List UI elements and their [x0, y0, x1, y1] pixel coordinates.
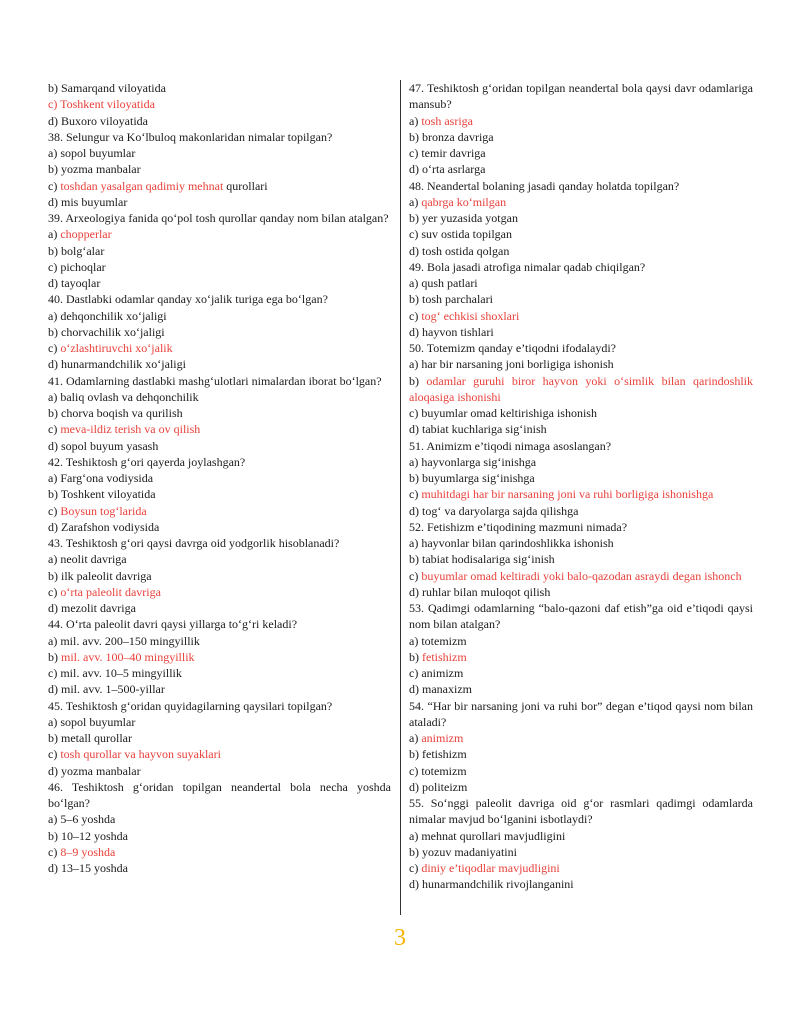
answer-option: d) Zarafshon vodiysida — [48, 519, 160, 534]
answer-option: d) tog‘ va daryolarga sajda qilishga — [409, 503, 579, 518]
answer-option: d) tosh ostida qolgan — [409, 243, 510, 258]
answer-option-correct — [48, 746, 391, 762]
answer-option: d) mezolit davriga — [48, 601, 136, 615]
answer-option: a) baliq ovlash va dehqonchilik — [48, 389, 199, 404]
page-number: 3 — [394, 925, 406, 951]
answer-option: d) sopol buyum yasash — [48, 438, 159, 453]
correct-answer-text: tosh qurollar va hayvon suyaklari — [60, 747, 221, 762]
answer-option: b) yozma manbalar — [48, 162, 141, 177]
answer-option: c) pichoqlar — [48, 259, 106, 274]
answer-option: d) o‘rta asrlarga — [409, 162, 486, 177]
answer-option: a) har bir narsaning joni borligiga ishonish — [409, 357, 614, 372]
right-column — [409, 80, 753, 893]
answer-option-correct — [409, 194, 753, 210]
option-letter: c) — [48, 341, 61, 355]
correct-answer-text: tog‘ echkisi shoxlari — [421, 308, 520, 323]
option-letter: c) — [409, 308, 422, 323]
answer-option: d) hunarmandchilik xo‘jaligi — [48, 357, 186, 372]
answer-option: a) sopol buyumlar — [48, 714, 136, 729]
question-text: 47. Teshiktosh g‘oridan topilgan neandertal bola qaysi davr odamlariga mansub? — [409, 81, 753, 112]
answer-option: b) bolg‘alar — [48, 243, 105, 258]
answer-option: a) mil. avv. 200–150 mingyillik — [48, 633, 200, 648]
answer-option: c) temir davriga — [409, 146, 486, 160]
answer-option: d) mis buyumlar — [48, 194, 128, 209]
correct-answer-text: muhitdagi har bir narsaning joni va ruhi borligiga ishonishga — [421, 487, 714, 502]
answer-option: d) Buxoro viloyatida — [48, 113, 148, 128]
option-letter: c) — [409, 568, 422, 583]
correct-answer-text: diniy e’tiqodlar mavjudligini — [421, 861, 560, 875]
answer-option: b) buyumlarga sig‘inishga — [409, 471, 535, 485]
option-letter: c) — [48, 422, 61, 437]
question-text: 53. Qadimgi odamlarning “balo-qazoni daf etish”ga oid e’tiqodi qaysi nom bilan atalgan? — [409, 601, 753, 632]
answer-option: b) bronza davriga — [409, 129, 494, 144]
answer-option-correct — [48, 649, 391, 665]
answer-option: b) 10–12 yoshda — [48, 828, 128, 843]
option-letter: a) — [409, 113, 422, 128]
answer-option: a) totemizm — [409, 633, 467, 648]
answer-option: a) mehnat qurollari mavjudligini — [409, 828, 566, 843]
answer-option: d) tayoqlar — [48, 276, 101, 290]
option-letter: c) — [48, 747, 61, 762]
option-letter: a) — [409, 731, 422, 745]
question-text: 38. Selungur va Ko‘lbuloq makonlaridan nimalar topilgan? — [48, 129, 333, 144]
option-letter: c) — [409, 861, 422, 875]
answer-option-correct: c) Toshkent viloyatida — [48, 97, 155, 112]
correct-answer-text: toshdan yasalgan qadimiy mehnat — [60, 178, 224, 193]
question-text: 55. So‘nggi paleolit davriga oid g‘or rasmlari qadimgi odamlarda nimalar mavjud bo‘lganini isbotlaydi? — [409, 796, 753, 827]
answer-option: b) tosh parchalari — [409, 292, 493, 307]
option-letter: b) — [409, 373, 427, 388]
option-letter: c) — [48, 178, 61, 193]
answer-option: c) buyumlar omad keltirishiga ishonish — [409, 406, 597, 420]
answer-option: c) suv ostida topilgan — [409, 227, 512, 242]
question-text: 48. Neandertal bolaning jasadi qanday holatda topilgan? — [409, 178, 680, 193]
answer-option: b) fetishizm — [409, 747, 467, 762]
question-text: 52. Fetishizm e’tiqodining mazmuni nimada? — [409, 519, 628, 534]
answer-option: a) hayvonlarga sig‘inishga — [409, 454, 537, 469]
answer-option: a) 5–6 yoshda — [48, 812, 116, 827]
answer-option-correct — [409, 486, 753, 502]
answer-option: d) 13–15 yoshda — [48, 861, 128, 875]
question-text: 39. Arxeologiya fanida qo‘pol tosh qurollar qanday nom bilan atalgan? — [48, 211, 389, 225]
question-text: 54. “Har bir narsaning joni va ruhi bor” degan e’tiqod qaysi nom bilan ataladi? — [409, 698, 753, 729]
question-text: 43. Teshiktosh g‘ori qaysi davrga oid yodgorlik hisoblanadi? — [48, 536, 340, 550]
answer-option: d) mil. avv. 1–500-yillar — [48, 682, 165, 697]
answer-option-correct — [409, 860, 753, 876]
question-text: 51. Animizm e’tiqodi nimaga asoslangan? — [409, 438, 612, 453]
correct-answer-text: buyumlar omad keltiradi yoki balo-qazodan asraydi degan ishonch — [421, 568, 742, 583]
answer-option: b) yer yuzasida yotgan — [409, 211, 518, 225]
answer-option-correct — [48, 503, 391, 519]
answer-option: b) Toshkent viloyatida — [48, 487, 156, 502]
answer-option: c) totemizm — [409, 763, 467, 778]
correct-answer-text: fetishizm — [422, 649, 467, 664]
answer-option-correct — [409, 373, 753, 406]
option-letter: c) — [48, 503, 61, 518]
option-letter: c) — [48, 584, 61, 599]
answer-option: d) ruhlar bilan muloqot qilish — [409, 584, 551, 599]
correct-answer-text: animizm — [421, 731, 464, 745]
answer-option: b) Samarqand viloyatida — [48, 81, 166, 95]
answer-option: b) yozuv madaniyatini — [409, 844, 517, 859]
answer-option-correct — [48, 421, 391, 437]
correct-answer-text: meva-ildiz terish va ov qilish — [60, 422, 201, 437]
question-text: 44. O‘rta paleolit davri qaysi yillarga to‘g‘ri keladi? — [48, 617, 298, 632]
answer-suffix: qurollari — [223, 178, 268, 193]
answer-option-correct — [48, 340, 391, 356]
answer-option-correct — [48, 226, 391, 242]
answer-option-correct — [409, 113, 753, 129]
answer-option: a) Farg‘ona vodiysida — [48, 471, 154, 485]
left-column — [48, 80, 391, 876]
option-letter: b) — [409, 649, 422, 664]
question-text: 45. Teshiktosh g‘oridan quyidagilarning qaysilari topilgan? — [48, 698, 333, 713]
answer-option: a) hayvonlar bilan qarindoshlikka ishonish — [409, 536, 614, 550]
correct-answer-text: 8–9 yoshda — [60, 844, 116, 859]
answer-option-correct — [48, 178, 391, 194]
question-text: 42. Teshiktosh g‘ori qayerda joylashgan? — [48, 454, 246, 469]
correct-answer-text: qabrga ko‘milgan — [421, 194, 507, 209]
question-text: 49. Bola jasadi atrofiga nimalar qadab chiqilgan? — [409, 259, 646, 274]
question-text: 50. Totemizm qanday e’tiqodni ifodalaydi? — [409, 341, 616, 355]
answer-option: b) chorvachilik xo‘jaligi — [48, 324, 165, 339]
question-text: 40. Dastlabki odamlar qanday xo‘jalik turiga ega bo‘lgan? — [48, 292, 328, 307]
answer-option-correct — [409, 308, 753, 324]
answer-option: b) tabiat hodisalariga sig‘inish — [409, 552, 555, 567]
answer-option: a) neolit davriga — [48, 552, 127, 567]
correct-answer-text: Boysun tog‘larida — [60, 503, 147, 518]
answer-option: a) sopol buyumlar — [48, 146, 136, 160]
answer-option: d) yozma manbalar — [48, 763, 141, 778]
answer-option: d) hunarmandchilik rivojlanganini — [409, 877, 574, 892]
answer-option: c) mil. avv. 10–5 mingyillik — [48, 666, 182, 680]
question-text: 41. Odamlarning dastlabki mashg‘ulotlari nimalardan iborat bo‘lgan? — [48, 373, 382, 388]
answer-option: c) animizm — [409, 666, 464, 680]
answer-option: a) qush patlari — [409, 276, 478, 290]
answer-option: d) manaxizm — [409, 682, 472, 697]
answer-option: b) ilk paleolit davriga — [48, 568, 152, 583]
correct-answer-text: tosh asriga — [421, 113, 473, 128]
correct-answer-text: odamlar guruhi biror hayvon yoki o‘simlik bilan qarindoshlik aloqasiga ishonishi — [409, 373, 753, 404]
correct-answer-text: o‘rta paleolit davriga — [60, 584, 161, 599]
answer-option: a) dehqonchilik xo‘jaligi — [48, 308, 167, 323]
option-letter: b) — [48, 649, 61, 664]
correct-answer-text: mil. avv. 100–40 mingyillik — [61, 649, 195, 664]
answer-option: b) metall qurollar — [48, 731, 132, 745]
option-letter: c) — [409, 487, 422, 502]
column-divider — [400, 80, 401, 915]
answer-option: d) hayvon tishlari — [409, 324, 494, 339]
correct-answer-text: chopperlar — [60, 227, 112, 242]
answer-option: b) chorva boqish va qurilish — [48, 406, 183, 420]
answer-option-correct — [409, 649, 753, 665]
option-letter: c) — [48, 844, 61, 859]
answer-option: d) politeizm — [409, 779, 468, 794]
correct-answer-text: o‘zlashtiruvchi xo‘jalik — [60, 341, 173, 355]
answer-option-correct — [409, 568, 753, 584]
option-letter: a) — [48, 227, 61, 242]
question-text: 46. Teshiktosh g‘oridan topilgan neandertal bola necha yoshda bo‘lgan? — [48, 779, 391, 810]
answer-option-correct — [48, 844, 391, 860]
option-letter: a) — [409, 194, 422, 209]
answer-option-correct — [48, 584, 391, 600]
answer-option-correct — [409, 730, 753, 746]
answer-option: d) tabiat kuchlariga sig‘inish — [409, 422, 547, 437]
